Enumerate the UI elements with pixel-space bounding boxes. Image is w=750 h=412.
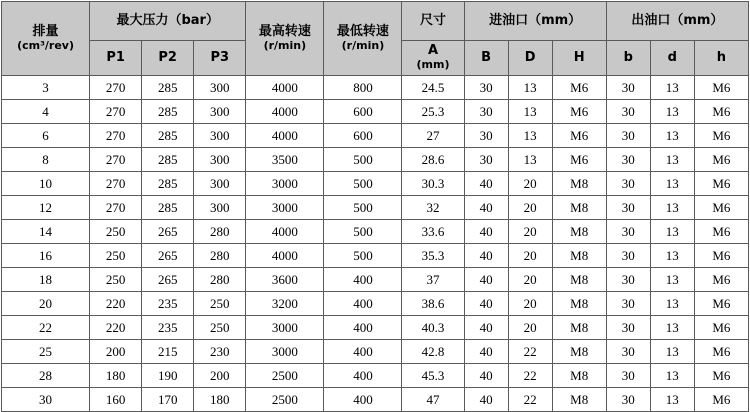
cell-排量: 8 [2,148,90,172]
table-row [2,244,749,268]
specification-table [1,1,749,412]
cell-H: M6 [552,100,606,124]
cell-H: M6 [552,124,606,148]
cell-B: 40 [464,364,508,388]
cell-P2: 285 [142,124,194,148]
header-displacement [2,2,90,76]
cell-P2: 190 [142,364,194,388]
cell-d: 13 [650,100,694,124]
cell-d: 13 [650,388,694,412]
cell-P2: 265 [142,220,194,244]
cell-h: M6 [694,364,748,388]
cell-H: M8 [552,244,606,268]
cell-b: 30 [606,388,650,412]
cell-P2: 285 [142,100,194,124]
cell-h: M6 [694,220,748,244]
cell-P1: 250 [90,244,142,268]
cell-d: 13 [650,220,694,244]
cell-P1: 250 [90,268,142,292]
cell-最高转速: 4000 [246,220,324,244]
cell-排量: 18 [2,268,90,292]
cell-P3: 280 [194,268,246,292]
cell-H: M8 [552,316,606,340]
cell-B: 30 [464,148,508,172]
cell-排量: 4 [2,100,90,124]
cell-A: 30.3 [402,172,464,196]
header-dimension-a-label: A [427,43,439,59]
cell-h: M6 [694,76,748,100]
cell-d: 13 [650,172,694,196]
cell-B: 40 [464,316,508,340]
cell-H: M8 [552,388,606,412]
header-p3: P3 [194,41,246,76]
cell-H: M8 [552,268,606,292]
cell-最高转速: 4000 [246,124,324,148]
cell-P2: 285 [142,196,194,220]
table-row [2,172,749,196]
cell-P2: 285 [142,76,194,100]
cell-b: 30 [606,340,650,364]
cell-D: 13 [508,76,552,100]
header-displacement-unit: (cm³/rev) [17,38,75,52]
cell-P2: 285 [142,148,194,172]
table-row [2,364,749,388]
cell-b: 30 [606,316,650,340]
cell-A: 47 [402,388,464,412]
header-outlet-b: b [606,41,650,76]
cell-P3: 300 [194,196,246,220]
cell-P1: 250 [90,220,142,244]
cell-P3: 200 [194,364,246,388]
cell-b: 30 [606,244,650,268]
cell-h: M6 [694,388,748,412]
cell-排量: 22 [2,316,90,340]
cell-B: 40 [464,388,508,412]
header-outlet-port: 出油口（mm） [606,2,748,41]
cell-P2: 170 [142,388,194,412]
cell-h: M6 [694,340,748,364]
cell-P3: 250 [194,316,246,340]
cell-D: 20 [508,268,552,292]
cell-最高转速: 2500 [246,388,324,412]
cell-最低转速: 600 [324,100,402,124]
cell-b: 30 [606,76,650,100]
cell-P3: 300 [194,100,246,124]
cell-d: 13 [650,244,694,268]
cell-d: 13 [650,268,694,292]
cell-B: 40 [464,268,508,292]
cell-D: 22 [508,340,552,364]
cell-B: 40 [464,292,508,316]
cell-P3: 300 [194,76,246,100]
cell-P2: 265 [142,244,194,268]
cell-A: 27 [402,124,464,148]
cell-h: M6 [694,268,748,292]
header-inlet-b: B [464,41,508,76]
cell-h: M6 [694,292,748,316]
header-dimension-a [402,41,464,76]
cell-最高转速: 2500 [246,364,324,388]
cell-排量: 14 [2,220,90,244]
header-outlet-h: h [694,41,748,76]
cell-b: 30 [606,268,650,292]
cell-最高转速: 4000 [246,100,324,124]
cell-P2: 235 [142,292,194,316]
cell-H: M8 [552,364,606,388]
cell-h: M6 [694,316,748,340]
cell-H: M8 [552,172,606,196]
cell-H: M8 [552,220,606,244]
table-row [2,292,749,316]
header-inlet-port: 进油口（mm） [464,2,606,41]
table-row [2,124,749,148]
cell-最高转速: 4000 [246,244,324,268]
cell-最高转速: 3500 [246,148,324,172]
table-row [2,220,749,244]
cell-h: M6 [694,196,748,220]
cell-D: 13 [508,100,552,124]
cell-最低转速: 400 [324,268,402,292]
cell-B: 30 [464,100,508,124]
cell-H: M8 [552,292,606,316]
cell-D: 13 [508,148,552,172]
cell-P3: 300 [194,148,246,172]
cell-P2: 285 [142,172,194,196]
header-max-speed-label: 最高转速 [258,23,311,39]
cell-b: 30 [606,124,650,148]
cell-A: 40.3 [402,316,464,340]
cell-最低转速: 400 [324,292,402,316]
cell-最高转速: 3000 [246,172,324,196]
cell-D: 20 [508,220,552,244]
cell-最高转速: 3000 [246,316,324,340]
cell-最低转速: 600 [324,124,402,148]
cell-B: 40 [464,196,508,220]
cell-h: M6 [694,172,748,196]
cell-b: 30 [606,220,650,244]
cell-b: 30 [606,196,650,220]
cell-最高转速: 4000 [246,76,324,100]
cell-A: 42.8 [402,340,464,364]
cell-P1: 270 [90,148,142,172]
cell-最低转速: 400 [324,340,402,364]
cell-P3: 280 [194,244,246,268]
cell-D: 20 [508,196,552,220]
cell-d: 13 [650,340,694,364]
cell-排量: 10 [2,172,90,196]
table-row [2,340,749,364]
cell-B: 40 [464,340,508,364]
header-displacement-label: 排量 [32,23,59,39]
cell-b: 30 [606,364,650,388]
cell-P3: 180 [194,388,246,412]
header-p1: P1 [90,41,142,76]
header-max-speed [246,2,324,76]
cell-最低转速: 500 [324,220,402,244]
cell-排量: 16 [2,244,90,268]
cell-A: 35.3 [402,244,464,268]
header-min-speed-label: 最低转速 [336,23,389,39]
cell-B: 40 [464,220,508,244]
cell-D: 20 [508,172,552,196]
cell-排量: 3 [2,76,90,100]
cell-A: 33.6 [402,220,464,244]
cell-P3: 280 [194,220,246,244]
cell-最高转速: 3000 [246,340,324,364]
header-inlet-d: D [508,41,552,76]
header-min-speed-unit: (r/min) [341,38,385,52]
cell-b: 30 [606,292,650,316]
header-dimension: 尺寸 [402,2,464,41]
cell-最高转速: 3000 [246,196,324,220]
table-row [2,268,749,292]
cell-D: 22 [508,364,552,388]
cell-A: 45.3 [402,364,464,388]
cell-最低转速: 400 [324,316,402,340]
cell-最低转速: 500 [324,148,402,172]
cell-D: 13 [508,124,552,148]
cell-P1: 270 [90,100,142,124]
cell-h: M6 [694,244,748,268]
cell-P2: 265 [142,268,194,292]
cell-H: M6 [552,148,606,172]
table-row [2,148,749,172]
cell-最低转速: 500 [324,196,402,220]
cell-b: 30 [606,100,650,124]
cell-h: M6 [694,124,748,148]
cell-P1: 270 [90,196,142,220]
table-header [2,2,749,76]
cell-d: 13 [650,76,694,100]
cell-d: 13 [650,292,694,316]
header-row-groups [2,2,749,41]
cell-排量: 6 [2,124,90,148]
cell-A: 38.6 [402,292,464,316]
cell-b: 30 [606,148,650,172]
table-row [2,76,749,100]
cell-排量: 28 [2,364,90,388]
cell-H: M8 [552,340,606,364]
cell-最高转速: 3200 [246,292,324,316]
cell-d: 13 [650,148,694,172]
cell-排量: 25 [2,340,90,364]
table-row [2,100,749,124]
cell-P1: 180 [90,364,142,388]
header-outlet-d: d [650,41,694,76]
cell-P1: 270 [90,172,142,196]
cell-d: 13 [650,316,694,340]
cell-A: 25.3 [402,100,464,124]
cell-d: 13 [650,196,694,220]
header-inlet-h: H [552,41,606,76]
cell-排量: 12 [2,196,90,220]
cell-P2: 235 [142,316,194,340]
cell-D: 22 [508,388,552,412]
cell-A: 37 [402,268,464,292]
header-dimension-a-unit: (mm) [416,58,450,72]
cell-D: 20 [508,316,552,340]
cell-A: 28.6 [402,148,464,172]
cell-H: M6 [552,76,606,100]
cell-P1: 270 [90,76,142,100]
cell-P1: 220 [90,292,142,316]
cell-P3: 230 [194,340,246,364]
table-row [2,316,749,340]
cell-最低转速: 800 [324,76,402,100]
cell-P1: 200 [90,340,142,364]
cell-最低转速: 500 [324,244,402,268]
header-p2: P2 [142,41,194,76]
cell-h: M6 [694,148,748,172]
cell-最低转速: 400 [324,388,402,412]
cell-P3: 250 [194,292,246,316]
cell-D: 20 [508,292,552,316]
table-row [2,196,749,220]
cell-D: 20 [508,244,552,268]
cell-最低转速: 500 [324,172,402,196]
cell-P1: 160 [90,388,142,412]
cell-d: 13 [650,124,694,148]
cell-B: 40 [464,172,508,196]
cell-A: 24.5 [402,76,464,100]
cell-A: 32 [402,196,464,220]
cell-P1: 270 [90,124,142,148]
header-max-speed-unit: (r/min) [263,38,307,52]
cell-最高转速: 3600 [246,268,324,292]
cell-P1: 220 [90,316,142,340]
cell-排量: 20 [2,292,90,316]
header-max-pressure: 最大压力（bar） [90,2,246,41]
cell-b: 30 [606,172,650,196]
cell-B: 30 [464,76,508,100]
cell-排量: 30 [2,388,90,412]
cell-P2: 215 [142,340,194,364]
cell-B: 40 [464,244,508,268]
cell-P3: 300 [194,124,246,148]
cell-h: M6 [694,100,748,124]
cell-d: 13 [650,364,694,388]
cell-B: 30 [464,124,508,148]
cell-最低转速: 400 [324,364,402,388]
header-min-speed [324,2,402,76]
table-body [2,76,749,412]
cell-P3: 300 [194,172,246,196]
cell-H: M8 [552,196,606,220]
